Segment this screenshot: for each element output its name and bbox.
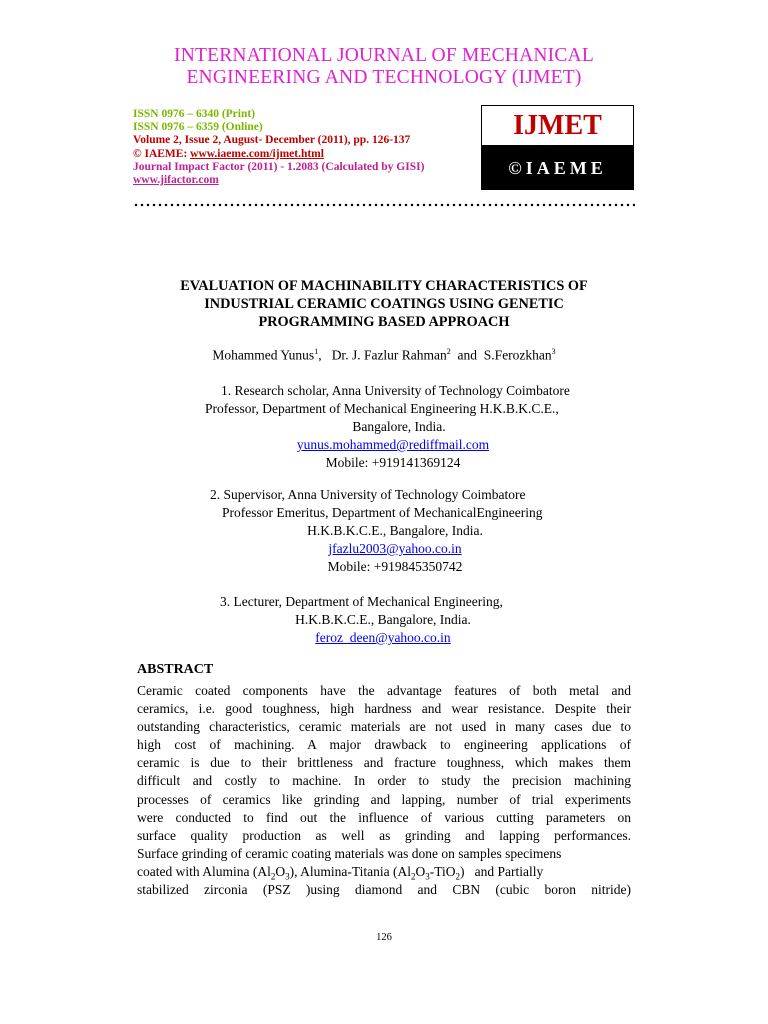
page-number: 126 bbox=[376, 932, 392, 943]
affiliation-3-email[interactable]: feroz_deen@yahoo.co.in bbox=[315, 630, 451, 645]
abstract-line: surface quality production as well as grinding and lapping performances. bbox=[137, 827, 631, 843]
subscript: 2 bbox=[455, 871, 461, 882]
journal-title-line-2: ENGINEERING AND TECHNOLOGY (IJMET) bbox=[186, 67, 582, 88]
paper-title-line-1: EVALUATION OF MACHINABILITY CHARACTERISTICS OF bbox=[180, 278, 588, 294]
abstract-text: -TiO bbox=[429, 863, 456, 879]
journal-title-line-1: INTERNATIONAL JOURNAL OF MECHANICAL bbox=[174, 45, 594, 66]
abstract-line: processes of ceramics like grinding and lapping, number of trial experiments bbox=[137, 791, 631, 807]
author-separator-1: , bbox=[318, 347, 332, 363]
logo-title: IJMET bbox=[482, 106, 633, 145]
author-1: Mohammed Yunus bbox=[212, 347, 315, 363]
author-3: S.Ferozkhan bbox=[483, 347, 552, 363]
journal-meta bbox=[133, 108, 424, 187]
abstract-text: O bbox=[275, 863, 286, 879]
paper-title bbox=[100, 278, 668, 331]
author-list bbox=[0, 347, 768, 364]
iaeme-prefix: © IAEME: bbox=[133, 147, 191, 160]
abstract-line: stabilized zirconia (PSZ )using diamond and CBN (cubic boron nitride) bbox=[137, 882, 631, 898]
abstract-text: ) and Partially bbox=[460, 863, 544, 879]
issn-print: ISSN 0976 – 6340 (Print) bbox=[133, 108, 256, 120]
affiliation-3-line-1: 3. Lecturer, Department of Mechanical Engineering, bbox=[220, 594, 503, 609]
abstract-text: coated with Alumina (Al bbox=[137, 863, 271, 879]
subscript: 3 bbox=[285, 871, 290, 882]
affiliation-1-mobile: Mobile: +919141369124 bbox=[325, 455, 461, 470]
dotted-divider bbox=[133, 203, 635, 207]
subscript: 2 bbox=[270, 871, 276, 882]
author-separator-2: and bbox=[450, 347, 484, 363]
jifactor-link[interactable]: www.jifactor.com bbox=[133, 174, 219, 187]
abstract-text: ), Alumina-Titania (Al bbox=[289, 863, 411, 879]
affiliation-3-line-2: H.K.B.K.C.E., Bangalore, India. bbox=[295, 612, 471, 627]
affiliation-2-email[interactable]: jfazlu2003@yahoo.co.in bbox=[328, 541, 462, 556]
abstract-line: were conducted to find out the influence of various cutting parameters on bbox=[137, 809, 631, 825]
abstract-line: Ceramic coated components have the advantage features of both metal and bbox=[137, 683, 631, 698]
abstract-line: difficult and costly to machine. In order to study the precision machining bbox=[137, 773, 631, 789]
abstract-line: ceramic is due to their brittleness and fracture toughness, which makes them bbox=[137, 755, 631, 771]
abstract-text: O bbox=[415, 863, 426, 879]
affiliation-1 bbox=[193, 382, 593, 472]
paper-title-line-3: PROGRAMMING BASED APPROACH bbox=[258, 313, 510, 330]
iaeme-link[interactable]: www.iaeme.com/ijmet.html bbox=[190, 147, 324, 160]
affiliation-2-line-3: H.K.B.K.C.E., Bangalore, India. bbox=[307, 523, 483, 538]
journal-title bbox=[0, 45, 768, 89]
abstract-line: ceramics, i.e. good toughness, high hardness and wear resistance. Despite their bbox=[137, 701, 631, 717]
affiliation-2-mobile: Mobile: +919845350742 bbox=[327, 559, 463, 574]
author-2-sup: 2 bbox=[446, 347, 451, 356]
affiliation-2-line-1: 2. Supervisor, Anna University of Technology Coimbatore bbox=[210, 487, 526, 502]
iaeme-line bbox=[133, 148, 424, 161]
author-2: Dr. J. Fazlur Rahman bbox=[331, 347, 447, 363]
affiliation-3 bbox=[220, 593, 546, 647]
affiliation-1-email[interactable]: yunus.mohammed@rediffmail.com bbox=[296, 437, 490, 452]
abstract-line-chemistry bbox=[137, 863, 631, 881]
affiliation-1-line-1: 1. Research scholar, Anna University of Technology Coimbatore bbox=[221, 383, 570, 398]
abstract-line: outstanding characteristics, ceramic materials are not used in many cases due to bbox=[137, 719, 631, 735]
volume-info: Volume 2, Issue 2, August- December (2011), pp. 126-137 bbox=[133, 134, 411, 147]
affiliation-2 bbox=[210, 486, 580, 576]
issn-online: ISSN 0976 – 6359 (Online) bbox=[133, 121, 263, 134]
ijmet-logo bbox=[481, 105, 634, 190]
subscript: 2 bbox=[410, 871, 416, 882]
abstract-heading: ABSTRACT bbox=[137, 662, 214, 677]
affiliation-2-line-2: Professor Emeritus, Department of MechanicalEngineering bbox=[222, 505, 543, 520]
subscript: 3 bbox=[425, 871, 430, 882]
impact-factor: Journal Impact Factor (2011) - 1.2083 (Calculated by GISI) bbox=[133, 160, 425, 173]
affiliation-1-line-3: Bangalore, India. bbox=[352, 419, 446, 434]
author-1-sup: 1 bbox=[314, 347, 319, 356]
affiliation-1-line-2: Professor, Department of Mechanical Engineering H.K.B.K.C.E., bbox=[205, 401, 559, 416]
author-3-sup: 3 bbox=[551, 347, 556, 356]
paper-title-line-2: INDUSTRIAL CERAMIC COATINGS USING GENETIC bbox=[204, 295, 564, 312]
logo-publisher: ©IAEME bbox=[482, 145, 633, 190]
abstract-body bbox=[137, 682, 631, 899]
abstract-line: high cost of machining. A major drawback to engineering applications of bbox=[137, 737, 631, 753]
abstract-line: Surface grinding of ceramic coating materials was done on samples specimens bbox=[137, 845, 562, 861]
